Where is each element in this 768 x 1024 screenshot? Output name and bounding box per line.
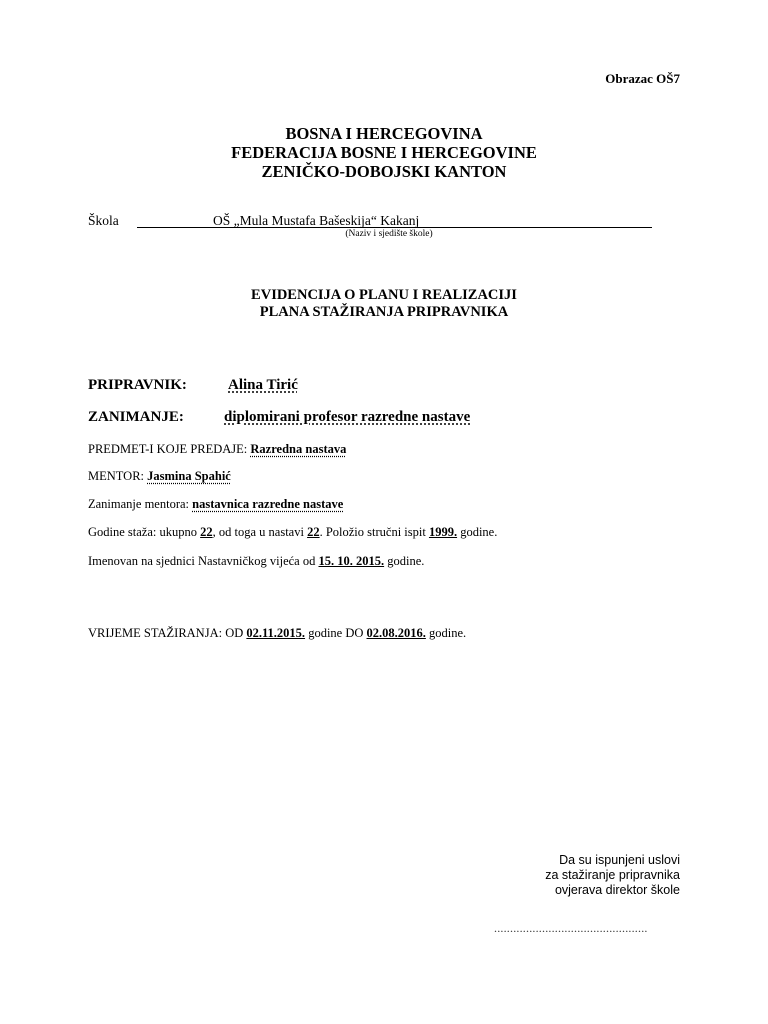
subjects-value: Razredna nastava [250, 442, 347, 456]
period-text-2: godine DO [308, 626, 364, 640]
header-federation: FEDERACIJA BOSNE I HERCEGOVINE [231, 143, 537, 162]
appointment-row [88, 554, 424, 569]
document-title-line2: PLANA STAŽIRANJA PRIPRAVNIKA [259, 304, 509, 320]
mentor-label: MENTOR: [88, 469, 145, 483]
appointment-text-1: Imenovan na sjednici Nastavničkog vijeća od [88, 554, 316, 568]
intern-label: PRIPRAVNIK: [88, 377, 187, 393]
mentor-occupation-value: nastavnica razredne nastave [192, 497, 344, 511]
document-title-line1: EVIDENCIJA O PLANU I REALIZACIJI [251, 287, 517, 303]
experience-row [88, 525, 497, 540]
experience-text-2: , od toga u nastavi [212, 525, 304, 539]
school-name: OŠ „Mula Mustafa Bašeskija“ Kakanj [213, 213, 420, 228]
school-label: Škola [88, 213, 119, 228]
school-caption: (Naziv i sjedište škole) [345, 229, 433, 239]
mentor-occupation-label: Zanimanje mentora: [88, 497, 190, 511]
approval-line3: ovjerava direktor škole [554, 883, 680, 897]
period-text-3: godine. [429, 626, 467, 640]
subjects-row [88, 442, 346, 457]
experience-total: 22 [200, 525, 213, 539]
signature-line: ................................................ [494, 921, 648, 935]
period-to: 02.08.2016. [366, 626, 426, 640]
intern-name: Alina Tirić [228, 377, 298, 393]
exam-year: 1999. [428, 525, 458, 539]
form-code: Obrazac OŠ7 [605, 71, 680, 86]
occupation-label: ZANIMANJE: [88, 409, 184, 425]
occupation-value: diplomirani profesor razredne nastave [224, 409, 471, 425]
experience-teaching: 22 [307, 525, 320, 539]
period-from: 02.11.2015. [246, 626, 306, 640]
experience-text-1: Godine staža: ukupno [88, 525, 198, 539]
subjects-label: PREDMET-I KOJE PREDAJE: [88, 442, 248, 456]
approval-line2: za stažiranje pripravnika [545, 868, 680, 882]
appointment-text-2: godine. [387, 554, 425, 568]
approval-block [545, 853, 680, 898]
experience-text-3: . Položio stručni ispit [319, 525, 426, 539]
appointment-date: 15. 10. 2015. [318, 554, 385, 568]
period-text-1: VRIJEME STAŽIRANJA: OD [88, 626, 244, 640]
experience-text-4: godine. [460, 525, 498, 539]
internship-period-row [88, 626, 466, 641]
approval-line1: Da su ispunjeni uslovi [559, 853, 680, 867]
mentor-row [88, 469, 231, 484]
header-country: BOSNA I HERCEGOVINA [285, 124, 483, 143]
mentor-name: Jasmina Spahić [147, 469, 231, 483]
header-canton: ZENIČKO-DOBOJSKI KANTON [261, 162, 507, 181]
mentor-occupation-row [88, 497, 343, 512]
